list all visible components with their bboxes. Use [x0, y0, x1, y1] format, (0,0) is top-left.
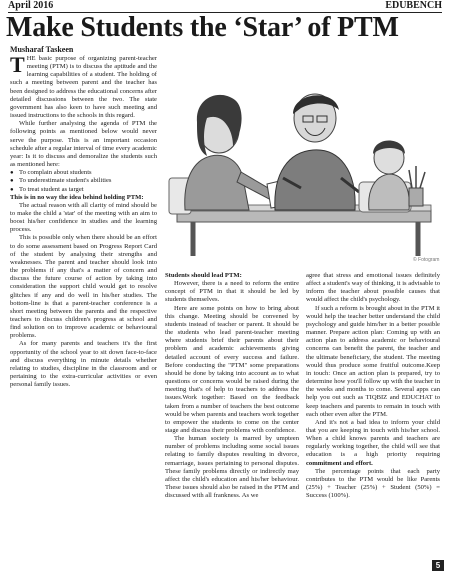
body-paragraph: However, there is a need to reform the entire concept of PTM in that it should be led by students themselves.: [165, 280, 299, 304]
section-heading: Students should lead PTM:: [165, 272, 242, 279]
complaint-list: [10, 169, 157, 193]
list-item: ● To treat student as target: [19, 186, 157, 194]
drop-cap: T: [10, 52, 25, 77]
illustration-credit: © Fotogram: [413, 257, 440, 263]
publication-name: EDUBENCH: [385, 0, 442, 11]
body-paragraph: agree that stress and emotional issues definitely affect a student's way of thinking, it is advisable to inform the teacher about possible causes that would affect the child's psychology.: [306, 272, 440, 304]
issue-date: April 2016: [8, 0, 54, 11]
body-paragraph: This is possible only when there should be an effort to do some assessment based on Progress Report Card of the student by analysing their strengths and weaknesses. The parent and teacher should look into the problems if any that's a matter of concern and discuss the future course of action by taking into consideration the support child would get to resolve glitches if any and do well in his/her studies. The bottom-line is that a parent-teacher conference is a short meeting between the parents and the respective teachers to discuss children's progress at school and find solution on to improve academic or behavioural problems.: [10, 234, 157, 340]
column-1: [10, 52, 157, 389]
page-number: 5: [432, 560, 444, 571]
body-paragraph: Here are some points on how to bring about this change. Meeting should be convened by students instead of teacher or parent. It should be the students who lead parent-teacher meeting where students brief their parents about their problem and academic achievements giving detailed account of every success and failure. Before conducting the "PTM" some preparations should be done by taking into account as to what questions or concerns would be raised during the meeting that's of help to teachers to address the issues.Work together: Based on the feedback taken from a number of teachers the best outcome would be when parents and teachers work together to empower the students to come on the center stage and discuss their problems with confidence.: [165, 304, 299, 434]
intro-paragraph: THE basic purpose of organizing parent-teacher meeting (PTM) is to discuss the aptitude and the learning capabilities of a student. The holding of such a meeting between parent and the teacher has been designed to address the educational concerns after detailed discussions between the two. The state government has also keen to have such meeting and issued instructions to the schools in this regard.: [10, 52, 157, 120]
body-paragraph: And it's not a bad idea to inform your child that you are keeping in touch with his/her school. When a child knows parents and teachers are regularly working together, the child will see that education is a high priority requiring commitment and effort.: [306, 418, 440, 467]
body-paragraph: The percentage points that each party contributes to the PTM would be like Parents (25%) + Teacher (25%) + Student (50%) = Success (100%).: [306, 467, 440, 500]
section-heading: This is in no way the idea behind holding PTM:: [10, 193, 144, 201]
agenda-paragraph: While further analysing the agenda of PTM the following points as mentioned below would never serve the purpose. This is an important occasion schedule after a regular interval of time every academic year: Is it to discuss and demoralize the students such as mentioned here:: [10, 120, 157, 169]
column-3: [306, 272, 440, 500]
body-paragraph: The actual reason with all clarity of mind should be to make the child a 'star' of the meeting with an aim to boost his/her confidence in studies and the learning process.: [10, 201, 157, 234]
emphasis-text: commitment and effort.: [306, 459, 373, 467]
body-paragraph: As for many parents and teachers it's the first opportunity of the school year to sit down face-to-face and discuss everything in minute details whether relating to studies, discipline in the classroom and or pertaining to the extra-curricular activities or even personal family issues.: [10, 340, 157, 389]
body-paragraph: If such a reform is brought about in the PTM it would help the teacher better understand the child psychology and guide him/her in a better possible manner. Prepare action plan: Coming up with an action plan to address academic or behavioural concerns can benefit the parent, the teacher and the ultimate beneficiary, the student. The meeting would thus produce some fruitful outcome.Keep in touch: Once an action plan is prepared, try to determine how you'll follow up with the teacher in the weeks and months to come. Several apps can help you out such as TIQBIZ and EDUCHAT to keep teachers and parents to remain in touch with each other even after the PTM.: [306, 304, 440, 418]
author-byline: Musharaf Taskeen: [10, 45, 74, 54]
running-header: [8, 0, 442, 12]
column-2: [165, 272, 299, 500]
list-item: ● To complain about students: [19, 169, 157, 177]
body-paragraph: The human society is marred by umpteen number of problems including some social issues relating to family disputes resulting in divorce, remarriage, issues pertaining to personal disputes. These family problems directly or indirectly may affect the child's education and his/her behaviour. These issues should also be raised in the PTM and discussed with all frankness. As we: [165, 435, 299, 500]
list-item: ● To underestimate student's abilities: [19, 177, 157, 185]
parent-teacher-meeting-illustration: [163, 60, 445, 265]
article-title: Make Students the ‘Star’ of PTM: [6, 12, 399, 43]
